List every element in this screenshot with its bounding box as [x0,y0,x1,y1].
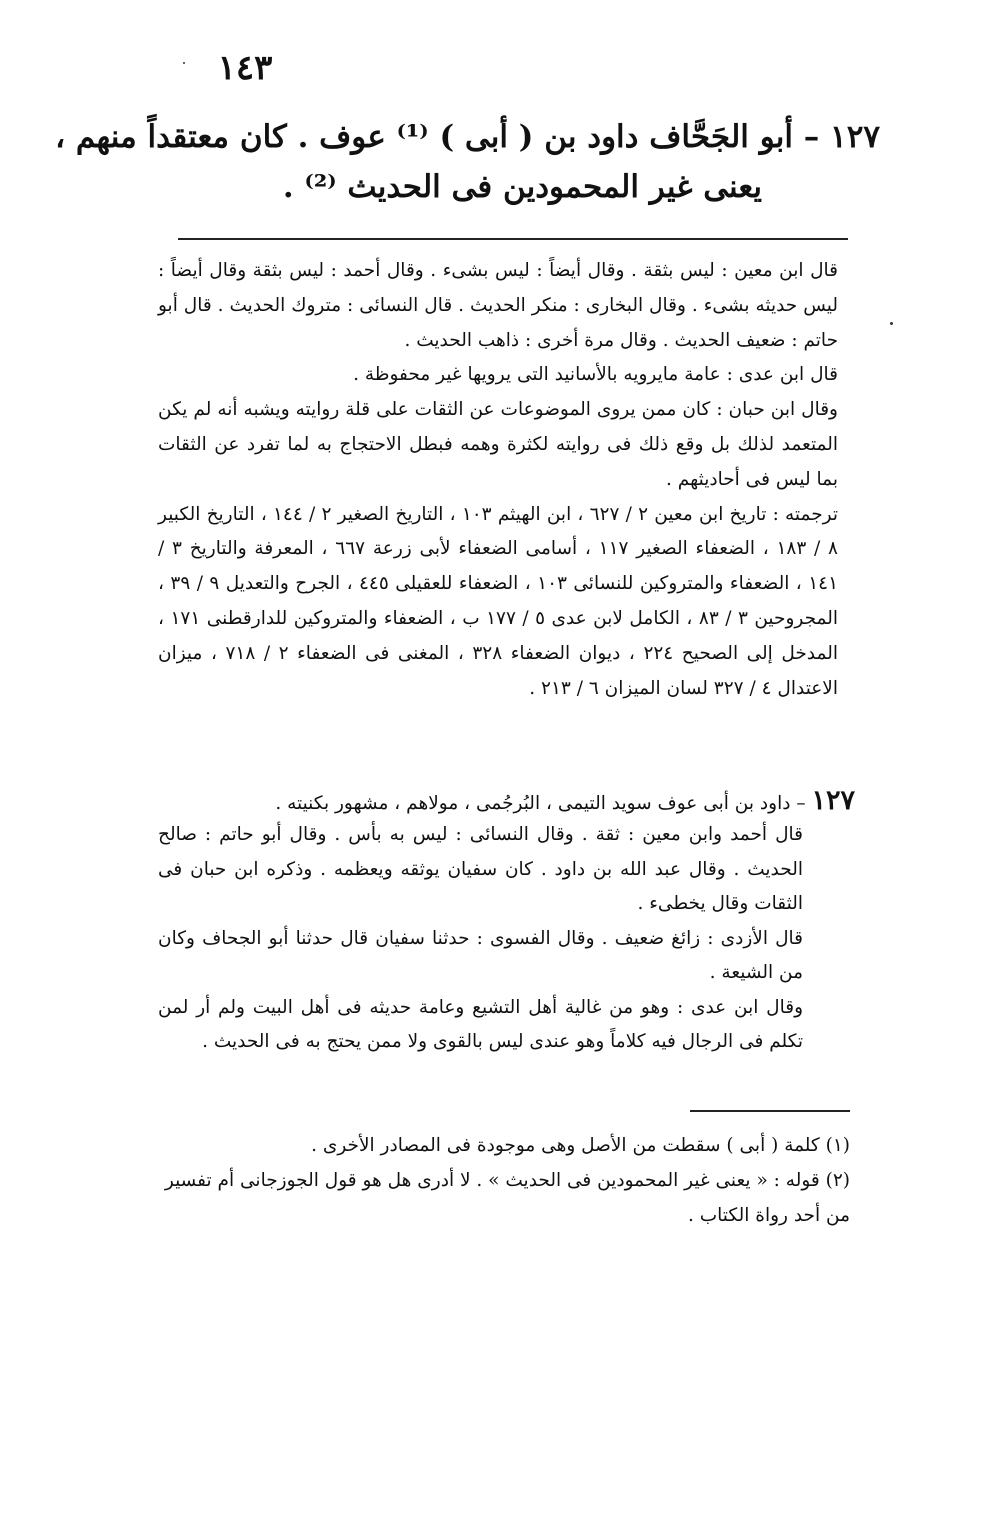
commentary-paragraph: وقال ابن حبان : كان ممن يروى الموضوعات عن الثقات على قلة روايته ويشبه أنه لم يكن المتعمد لذلك بل وقع ذلك فى روايته لكثرة وهمه فبطل الاحتجاج به لما تفرد عن الثقات بما ليس فى أحاديثهم . [158,399,838,490]
entry-heading-line-2: يعنى غير المحمودين فى الحديث ⁽²⁾ . [282,169,762,205]
second-entry-paragraph: وقال ابن عدى : وهو من غالية أهل التشيع وعامة حديثه فى أهل البيت ولم أر لمن تكلم فى الرجال فيه كلاماً وهو عندى ليس بالقوى ولا ممن يحتج به فى الحديث . [158,996,803,1052]
footnotes-block [150,1128,850,1233]
second-entry-paragraph: قال أحمد وابن معين : ثقة . وقال النسائى : ليس به بأس . وقال أبو حاتم : صالح الحديث . وقال عبد الله بن داود . كان سفيان يوثقه ويعظمه . وذكره ابن حبان فى الثقات وقال يخطىء . [158,824,803,914]
page-number: ١٤٣ [217,48,273,88]
entry-heading-line-1: ١٢٧ – أبو الجَحَّاف داود بن ( أبى ) ⁽¹⁾ عوف . كان معتقداً منهم ، [55,119,880,155]
commentary-paragraph: قال ابن معين : ليس بثقة . وقال أيضاً : ليس بشىء . وقال أحمد : ليس بثقة وقال أيضاً : ليس حديثه بشىء . وقال البخارى : منكر الحديث . قال النسائى : متروك الحديث . قال أبو حاتم : ضعيف الحديث . وقال مرة أخرى : ذاهب الحديث . [158,260,838,351]
scan-speck [183,62,185,64]
commentary-paragraph: ترجمته : تاريخ ابن معين ٢ / ٦٢٧ ، ابن الهيثم ١٠٣ ، التاريخ الصغير ٢ / ١٤٤ ، التاريخ الكبير ٨ / ١٨٣ ، الضعفاء الصغير ١١٧ ، أسامى الضعفاء لأبى زرعة ٦٦٧ ، المعرفة والتاريخ ٣ / ١٤١ ، الضعفاء والمتروكين للنسائى ١٠٣ ، الضعفاء للعقيلى ٤٤٥ ، الجرح والتعديل ٩ / ٣٩ ، المجروحين ٣ / ٨٣ ، الكامل لابن عدى ٥ / ١٧٧ ب ، الضعفاء والمتروكين للدارقطنى ١٧١ ، المدخل إلى الصحيح ٢٢٤ ، ديوان الضعفاء ٣٢٨ ، المغنى فى الضعفاء ٢ / ٧١٨ ، ميزان الاعتدال ٤ / ٣٢٧ لسان الميزان ٦ / ٢١٣ . [158,503,839,699]
section-divider [178,238,848,240]
second-entry-paragraph: قال الأزدى : زائغ ضعيف . وقال الفسوى : حدثنا سفيان قال حدثنا أبو الجحاف وكان من الشيعة . [158,927,803,983]
footnote-divider [690,1110,850,1112]
second-entry-number: ١٢٧ [811,785,855,816]
commentary-block [158,254,838,706]
commentary-paragraph: قال ابن عدى : عامة مايرويه بالأسانيد التى يرويها غير محفوظة . [353,364,838,386]
scan-speck [890,322,893,325]
footnote-1: (١) كلمة ( أبى ) سقطت من الأصل وهى موجودة فى المصادر الأخرى . [311,1135,850,1156]
entry-heading [55,112,880,212]
second-entry-block [158,818,803,1060]
footnote-2: (٢) قوله : « يعنى غير المحمودين فى الحديث » . لا أدرى هل هو قول الجوزجانى أم تفسير من أحد رواة الكتاب . [164,1170,850,1226]
second-entry-heading [195,784,855,822]
second-entry-title: – داود بن أبى عوف سويد التيمى ، البُرجُمى ، مولاهم ، مشهور بكنيته . [275,793,806,814]
